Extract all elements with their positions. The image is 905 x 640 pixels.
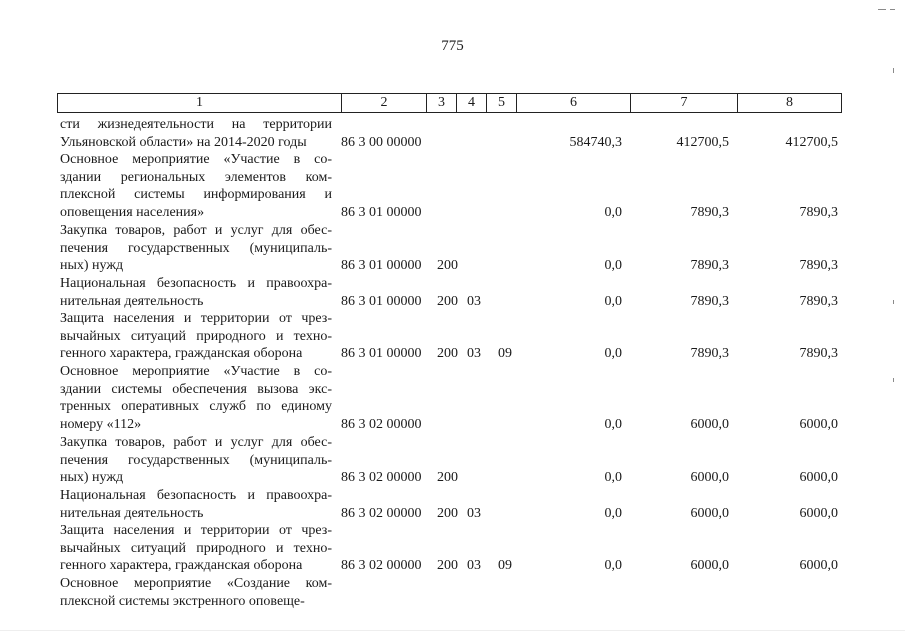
amount-col-8: 6000,0 (799, 505, 838, 521)
scan-mark (893, 68, 894, 73)
amount-col-7: 6000,0 (690, 470, 729, 486)
description-line: Ульяновской области» на 2014-2020 годы (60, 134, 307, 150)
description-line: Основное мероприятие «Участие в со- (60, 364, 332, 379)
description-line: нительная деятельность (60, 505, 204, 521)
section-code: 03 (467, 558, 481, 574)
amount-col-8: 7890,3 (799, 293, 838, 309)
section-code: 03 (467, 505, 481, 521)
row-description (60, 575, 332, 610)
amount-col-6: 0,0 (604, 204, 622, 220)
description-line: Национальная безопасность и правоохра- (60, 488, 332, 503)
description-line: Национальная безопасность и правоохра- (60, 276, 332, 291)
description-line: оповещения населения» (60, 204, 205, 220)
budget-code: 86 3 00 00000 (341, 134, 422, 150)
amount-col-8: 6000,0 (799, 416, 838, 432)
header-col-4: 4 (456, 94, 486, 112)
expense-type: 200 (437, 258, 458, 274)
header-col-3: 3 (426, 94, 456, 112)
header-col-6: 6 (516, 94, 630, 112)
row-description (60, 151, 332, 221)
row-description (60, 363, 332, 433)
amount-col-8: 7890,3 (799, 204, 838, 220)
amount-col-6: 0,0 (604, 416, 622, 432)
row-description (60, 487, 332, 522)
description-line: Основное мероприятие «Участие в со- (60, 152, 332, 167)
budget-code: 86 3 01 00000 (341, 258, 422, 274)
description-line: Закупка товаров, работ и услуг для обес- (60, 223, 332, 238)
amount-col-7: 6000,0 (690, 505, 729, 521)
amount-col-7: 7890,3 (690, 258, 729, 274)
description-line: номеру «112» (60, 416, 142, 432)
scan-mark (878, 9, 886, 10)
header-col-2: 2 (341, 94, 426, 112)
expense-type: 200 (437, 470, 458, 486)
header-col-7: 7 (630, 94, 737, 112)
scan-mark (890, 9, 895, 10)
subsection-code: 09 (498, 558, 512, 574)
amount-col-6: 0,0 (604, 258, 622, 274)
description-line: нительная деятельность (60, 293, 204, 309)
row-description (60, 522, 332, 575)
row-description (60, 434, 332, 487)
budget-code: 86 3 02 00000 (341, 470, 422, 486)
description-line: тренных оперативных служб по единому (60, 399, 332, 415)
amount-col-6: 0,0 (604, 470, 622, 486)
amount-col-7: 6000,0 (690, 558, 729, 574)
amount-col-8: 7890,3 (799, 346, 838, 362)
amount-col-7: 412700,5 (676, 134, 729, 150)
budget-code: 86 3 02 00000 (341, 505, 422, 521)
expense-type: 200 (437, 346, 458, 362)
amount-col-6: 584740,3 (569, 134, 622, 150)
page-number: 775 (441, 38, 464, 54)
description-line: Основное мероприятие «Создание ком- (60, 576, 332, 591)
description-line: печения государственных (муниципаль- (60, 240, 332, 256)
amount-col-8: 412700,5 (785, 134, 838, 150)
description-line: Защита населения и территории от чрез- (60, 523, 332, 538)
row-description (60, 310, 332, 363)
header-col-5: 5 (486, 94, 516, 112)
description-line: Закупка товаров, работ и услуг для обес- (60, 435, 332, 450)
amount-col-6: 0,0 (604, 558, 622, 574)
amount-col-8: 6000,0 (799, 558, 838, 574)
scan-edge-line (0, 630, 905, 631)
description-line: Защита населения и территории от чрез- (60, 311, 332, 326)
scan-mark (893, 378, 894, 382)
description-line: плексной системы информирования и (60, 187, 332, 203)
scan-mark (893, 300, 894, 304)
budget-code: 86 3 01 00000 (341, 346, 422, 362)
expense-type: 200 (437, 558, 458, 574)
budget-code: 86 3 02 00000 (341, 416, 422, 432)
description-line: ных) нужд (60, 470, 124, 486)
amount-col-8: 6000,0 (799, 470, 838, 486)
header-col-8: 8 (737, 94, 841, 112)
amount-col-7: 6000,0 (690, 416, 729, 432)
amount-col-7: 7890,3 (690, 204, 729, 220)
amount-col-6: 0,0 (604, 293, 622, 309)
description-line: печения государственных (муниципаль- (60, 452, 332, 468)
description-line: ных) нужд (60, 258, 124, 274)
description-line: здании региональных элементов ком- (60, 169, 332, 185)
row-description (60, 116, 332, 151)
section-code: 03 (467, 293, 481, 309)
description-line: сти жизнедеятельности на территории (60, 117, 332, 132)
description-line: плексной системы экстренного оповеще- (60, 593, 305, 609)
amount-col-6: 0,0 (604, 346, 622, 362)
description-line: вычайных ситуаций природного и техно- (60, 328, 332, 344)
description-line: генного характера, гражданская оборона (60, 558, 303, 574)
header-col-1: 1 (196, 95, 203, 110)
amount-col-6: 0,0 (604, 505, 622, 521)
row-description (60, 275, 332, 310)
section-code: 03 (467, 346, 481, 362)
amount-col-7: 7890,3 (690, 346, 729, 362)
row-description (60, 222, 332, 275)
description-line: здании системы обеспечения вызова экс- (60, 381, 332, 397)
subsection-code: 09 (498, 346, 512, 362)
description-line: генного характера, гражданская оборона (60, 346, 303, 362)
budget-code: 86 3 01 00000 (341, 293, 422, 309)
expense-type: 200 (437, 293, 458, 309)
budget-code: 86 3 02 00000 (341, 558, 422, 574)
expense-type: 200 (437, 505, 458, 521)
table-header-row (57, 93, 842, 113)
amount-col-8: 7890,3 (799, 258, 838, 274)
budget-code: 86 3 01 00000 (341, 204, 422, 220)
amount-col-7: 7890,3 (690, 293, 729, 309)
description-line: вычайных ситуаций природного и техно- (60, 540, 332, 556)
